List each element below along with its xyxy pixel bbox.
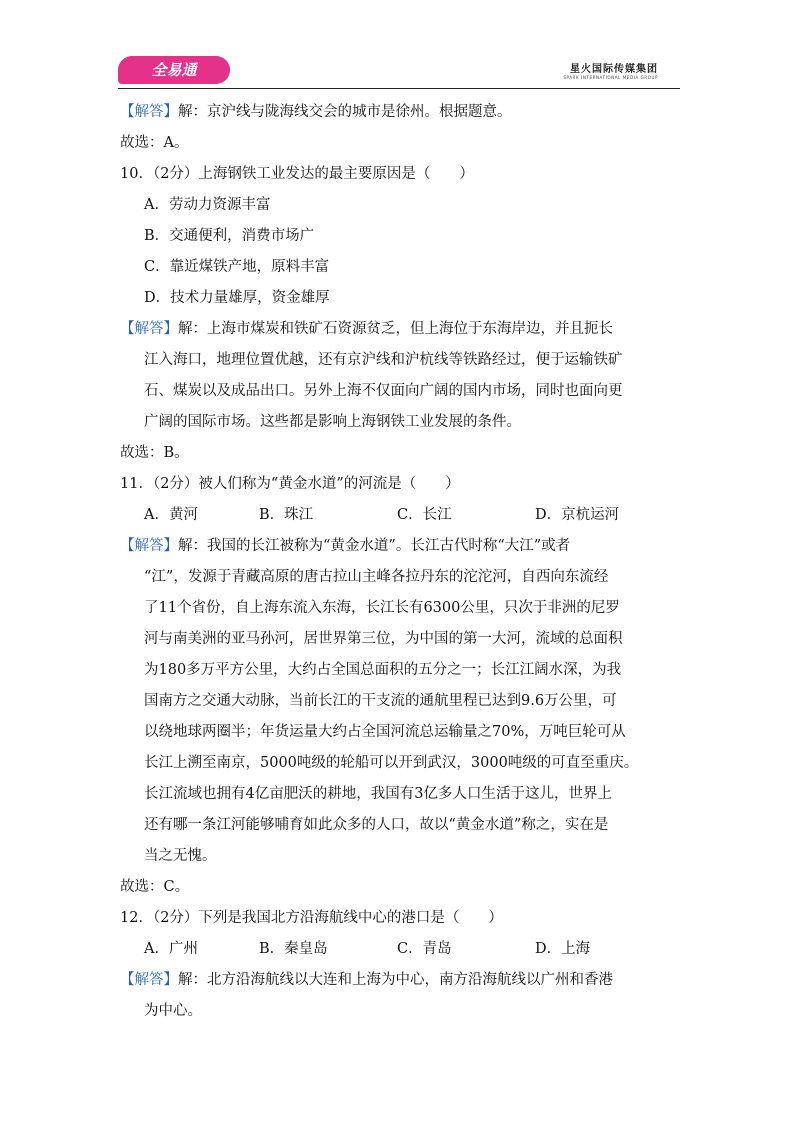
answer-tag: 【解答】 bbox=[120, 538, 178, 554]
question-12-options bbox=[120, 934, 680, 965]
brand-block bbox=[563, 60, 658, 80]
option-c: C．长江 bbox=[397, 507, 452, 523]
option-d: D．上海 bbox=[535, 941, 591, 957]
question-11-stem: 11．（2分）被人们称为“黄金水道”的河流是（ ） bbox=[120, 476, 460, 492]
quanyitong-logo: 全易通 bbox=[118, 56, 230, 84]
question-10-option-d: D．技术力量雄厚，资金雄厚 bbox=[144, 290, 330, 306]
answer-10-line-3: 石、煤炭以及成品出口。另外上海不仅面向广阔的国内市场，同时也面向更 bbox=[144, 383, 623, 399]
answer-text: 解：京沪线与陇海线交会的城市是徐州。根据题意。 bbox=[178, 104, 512, 120]
answer-11-line-7: 以绕地球两圈半；年货运量大约占全国河流总运输量之70%，万吨巨轮可从 bbox=[144, 724, 626, 740]
option-b: B．珠江 bbox=[259, 507, 314, 523]
question-10-option-a: A．劳动力资源丰富 bbox=[144, 197, 271, 213]
answer-11-line-8: 长江上溯至南京，5000吨级的轮船可以开到武汉，3000吨级的可直至重庆。 bbox=[144, 755, 639, 771]
answer-11-line-4: 河与南美洲的亚马孙河，居世界第三位，为中国的第一大河，流域的总面积 bbox=[144, 631, 623, 647]
answer-11-line-5: 为180多万平方公里，大约占全国总面积的五分之一；长江江阔水深，为我 bbox=[144, 662, 622, 678]
answer-9 bbox=[120, 97, 680, 128]
document-body bbox=[120, 97, 680, 1027]
answer-11-choice: 故选：C。 bbox=[120, 879, 190, 895]
answer-9-choice: 故选：A。 bbox=[120, 135, 189, 151]
answer-10-line-2: 江入海口，地理位置优越，还有京沪线和沪杭线等铁路经过，便于运输铁矿 bbox=[144, 352, 623, 368]
answer-text: 解：北方沿海航线以大连和上海为中心，南方沿海航线以广州和香港 bbox=[178, 972, 613, 988]
answer-text: 解：上海市煤炭和铁矿石资源贫乏，但上海位于东海岸边，并且扼长 bbox=[178, 321, 613, 337]
question-10-stem: 10．（2分）上海钢铁工业发达的最主要原因是（ ） bbox=[120, 166, 474, 182]
answer-tag: 【解答】 bbox=[120, 972, 178, 988]
option-d: D．京杭运河 bbox=[535, 507, 620, 523]
answer-11-line-3: 了11个省份，自上海东流入东海，长江长有6300公里，只次于非洲的尼罗 bbox=[144, 600, 620, 616]
option-a: A．广州 bbox=[144, 941, 198, 957]
question-10-option-c: C．靠近煤铁产地，原料丰富 bbox=[144, 259, 330, 275]
answer-10-line-1 bbox=[120, 314, 680, 345]
brand-subtitle: SPARK INTERNATIONAL MEDIA GROUP bbox=[563, 75, 658, 80]
question-11-options bbox=[120, 500, 680, 531]
answer-tag: 【解答】 bbox=[120, 104, 178, 120]
page-header bbox=[118, 56, 680, 88]
answer-11-line-11: 当之无愧。 bbox=[144, 848, 217, 864]
option-a: A．黄河 bbox=[144, 507, 198, 523]
header-rule bbox=[118, 88, 680, 89]
answer-12-line-1 bbox=[120, 965, 680, 996]
answer-12-line-2: 为中心。 bbox=[144, 1003, 202, 1019]
option-c: C．青岛 bbox=[397, 941, 452, 957]
question-10-option-b: B．交通便利，消费市场广 bbox=[144, 228, 315, 244]
answer-11-line-9: 长江流域也拥有4亿亩肥沃的耕地，我国有3亿多人口生活于这儿，世界上 bbox=[144, 786, 612, 802]
answer-11-line-1 bbox=[120, 531, 680, 562]
answer-10-choice: 故选：B。 bbox=[120, 445, 189, 461]
answer-text: 解：我国的长江被称为“黄金水道”。长江古代时称“大江”或者 bbox=[178, 538, 571, 554]
answer-10-line-4: 广阔的国际市场。这些都是影响上海钢铁工业发展的条件。 bbox=[144, 414, 521, 430]
answer-11-line-10: 还有哪一条江河能够哺育如此众多的人口，故以“黄金水道”称之，实在是 bbox=[144, 817, 609, 833]
brand-name: 星火国际传媒集团 bbox=[570, 64, 658, 75]
answer-11-line-6: 国南方之交通大动脉，当前长江的干支流的通航里程已达到9.6万公里，可 bbox=[144, 693, 617, 709]
answer-tag: 【解答】 bbox=[120, 321, 178, 337]
question-12-stem: 12．（2分）下列是我国北方沿海航线中心的港口是（ ） bbox=[120, 910, 503, 926]
option-b: B．秦皇岛 bbox=[259, 941, 328, 957]
answer-11-line-2: “江”，发源于青藏高原的唐古拉山主峰各拉丹东的沱沱河，自西向东流经 bbox=[144, 569, 609, 585]
